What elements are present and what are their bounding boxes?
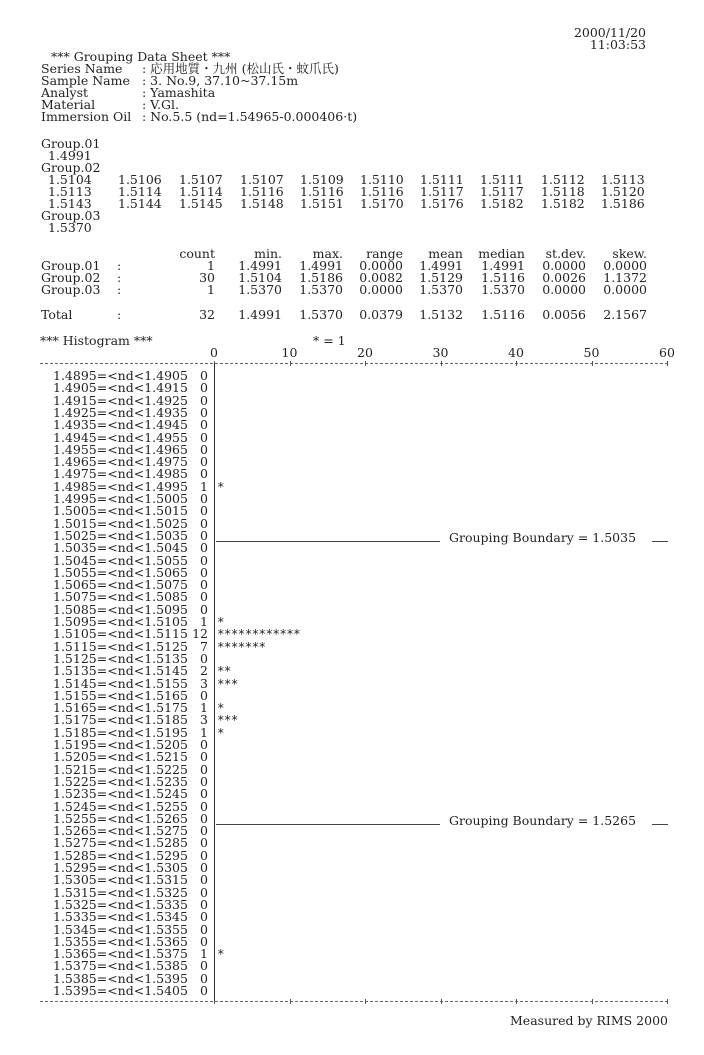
axis-tick-label: 0 [210, 345, 218, 360]
bin-bar: * [217, 946, 224, 962]
bin-count: 0 [200, 786, 208, 802]
field-label: Material [41, 97, 96, 112]
bin-count: 0 [200, 404, 208, 420]
bin-label: 1.5205=<nd<1.5215 [53, 749, 188, 765]
bin-count: 0 [200, 933, 208, 949]
axis-tick [365, 361, 366, 366]
stats-header: min. [254, 246, 282, 261]
stats-cell: 1.5370 [299, 282, 343, 297]
group-value: 1.5116 [360, 184, 404, 199]
stats-row-label: Group.01 [41, 258, 101, 273]
histogram-axis [214, 363, 215, 1001]
stats-header: skew. [612, 246, 647, 261]
field-value: : 3. No.9, 37.10~37.15m [142, 73, 299, 88]
group-value: 1.5113 [601, 172, 645, 187]
axis-tick-label: 30 [432, 345, 449, 360]
stats-cell: 0.0000 [542, 282, 586, 297]
bin-count: 3 [200, 712, 208, 728]
grouping-boundary-label: Grouping Boundary = 1.5265 [449, 812, 637, 828]
axis-tick-label: 60 [659, 345, 675, 360]
bin-label: 1.5175=<nd<1.5185 [53, 712, 188, 728]
bin-count: 0 [200, 860, 208, 875]
stats-cell: 1.5370 [419, 282, 463, 297]
group-value: 1.5117 [420, 184, 464, 199]
group-value: 1.5116 [300, 184, 344, 199]
stats-cell: 30 [199, 270, 215, 285]
group-label: Group.02 [41, 160, 101, 175]
bin-count: 0 [200, 527, 208, 543]
bin-label: 1.4975=<nd<1.4985 [53, 466, 188, 482]
bin-count: 0 [200, 761, 208, 777]
axis-tick [290, 361, 291, 366]
stats-row-sep: : [117, 282, 122, 297]
stats-cell: 0.0000 [603, 258, 647, 273]
group-value: 1.5145 [179, 196, 223, 211]
axis-tick [290, 999, 291, 1004]
stats-cell: 0.0026 [542, 270, 586, 285]
axis-tick [667, 361, 668, 366]
bin-label: 1.4995=<nd<1.5005 [53, 491, 188, 506]
group-value: 1.5176 [420, 196, 464, 211]
bin-label: 1.5055=<nd<1.5065 [53, 564, 188, 580]
field-value: : Yamashita [142, 85, 216, 100]
bin-label: 1.5255=<nd<1.5265 [53, 810, 188, 826]
bin-count: 0 [200, 884, 208, 900]
report-date: 2000/11/20 [573, 25, 646, 40]
axis-tick [592, 361, 593, 366]
bin-label: 1.5275=<nd<1.5285 [53, 835, 188, 851]
bin-label: 1.4905=<nd<1.4915 [53, 380, 188, 396]
bin-label: 1.5305=<nd<1.5315 [53, 872, 188, 888]
group-label: Group.01 [41, 136, 101, 151]
bin-label: 1.4915=<nd<1.4925 [53, 392, 188, 408]
bin-label: 1.5325=<nd<1.5335 [53, 896, 188, 912]
field-label: Immersion Oil [41, 109, 132, 124]
bin-count: 0 [200, 958, 208, 974]
bin-label: 1.5185=<nd<1.5195 [53, 724, 188, 740]
stats-row-label: Group.03 [41, 282, 101, 297]
bin-count: 0 [200, 909, 208, 925]
group-value: 1.5143 [48, 196, 92, 211]
bin-label: 1.5235=<nd<1.5245 [53, 786, 188, 802]
stats-cell: 1 [207, 258, 215, 273]
bin-label: 1.5125=<nd<1.5135 [53, 650, 188, 666]
stats-row-label: Group.02 [41, 270, 101, 285]
axis-tick [516, 999, 517, 1004]
field-value: : No.5.5 (nd=1.54965-0.000406·t) [142, 109, 358, 124]
bin-label: 1.5145=<nd<1.5155 [53, 675, 188, 691]
bin-count: 0 [200, 749, 208, 765]
stats-cell: 1.5116 [481, 307, 525, 322]
bin-count: 0 [200, 650, 208, 666]
bin-count: 0 [200, 835, 208, 851]
bin-bar: *** [217, 675, 238, 691]
bin-label: 1.5015=<nd<1.5025 [53, 515, 188, 531]
grouping-boundary-tail [652, 824, 668, 825]
histogram-scale-note: * = 1 [313, 333, 346, 348]
bin-label: 1.5075=<nd<1.5085 [53, 589, 188, 605]
bin-label: 1.5355=<nd<1.5365 [53, 933, 188, 949]
bin-count: 0 [200, 368, 208, 383]
group-value: 1.5182 [480, 196, 524, 211]
stats-header: st.dev. [545, 246, 586, 261]
group-value: 1.5370 [48, 220, 92, 235]
stats-cell: 1.5370 [299, 307, 343, 322]
stats-cell: 0.0000 [603, 282, 647, 297]
bin-label: 1.5265=<nd<1.5275 [53, 823, 188, 839]
bin-count: 0 [200, 515, 208, 531]
field-label: Analyst [41, 85, 89, 100]
bin-label: 1.5215=<nd<1.5225 [53, 761, 188, 777]
bin-label: 1.5285=<nd<1.5295 [53, 847, 188, 863]
bin-label: 1.5005=<nd<1.5015 [53, 503, 188, 519]
bin-count: 0 [200, 491, 208, 506]
bin-label: 1.5295=<nd<1.5305 [53, 860, 188, 875]
stats-cell: 1.1372 [603, 270, 647, 285]
bin-label: 1.5395=<nd<1.5405 [53, 983, 188, 998]
bin-label: 1.5245=<nd<1.5255 [53, 798, 188, 814]
stats-row-sep: : [117, 270, 122, 285]
bin-bar: * [217, 614, 224, 629]
bin-count: 0 [200, 823, 208, 839]
stats-cell: 2.1567 [603, 307, 647, 322]
group-value: 1.5170 [360, 196, 404, 211]
bin-count: 1 [200, 724, 208, 740]
group-value: 1.5107 [179, 172, 223, 187]
bin-count: 1 [200, 946, 208, 962]
bin-count: 0 [200, 687, 208, 703]
bin-count: 0 [200, 983, 208, 998]
bin-count: 0 [200, 466, 208, 482]
bin-count: 0 [200, 552, 208, 568]
bin-label: 1.5315=<nd<1.5325 [53, 884, 188, 900]
group-value: 1.4991 [48, 148, 92, 163]
stats-cell: 1.5104 [238, 270, 282, 285]
group-value: 1.5111 [420, 172, 464, 187]
bin-count: 0 [200, 872, 208, 888]
stats-header: max. [312, 246, 343, 261]
group-value: 1.5111 [480, 172, 524, 187]
bin-count: 1 [200, 614, 208, 629]
grouping-boundary-tail [652, 541, 668, 542]
bin-label: 1.5065=<nd<1.5075 [53, 577, 188, 593]
bin-count: 0 [200, 564, 208, 580]
group-value: 1.5104 [48, 172, 92, 187]
group-value: 1.5114 [179, 184, 223, 199]
bin-count: 0 [200, 454, 208, 470]
stats-cell: 0.0000 [359, 282, 403, 297]
stats-cell: 1 [207, 282, 215, 297]
bin-count: 1 [200, 478, 208, 494]
bin-label: 1.4935=<nd<1.4945 [53, 417, 188, 433]
stats-cell: 0.0082 [359, 270, 403, 285]
stats-cell: 0.0000 [359, 258, 403, 273]
axis-tick-label: 50 [583, 345, 600, 360]
bin-label: 1.5095=<nd<1.5105 [53, 614, 188, 629]
bin-label: 1.5035=<nd<1.5045 [53, 540, 188, 556]
group-value: 1.5113 [48, 184, 92, 199]
group-value: 1.5112 [541, 172, 585, 187]
group-value: 1.5106 [118, 172, 162, 187]
bin-label: 1.5345=<nd<1.5355 [53, 921, 188, 937]
axis-tick-label: 40 [508, 345, 524, 360]
group-value: 1.5182 [541, 196, 585, 211]
field-value: : 応用地質・九州 (松山氏・蚊爪氏) [142, 61, 339, 76]
group-value: 1.5144 [118, 196, 162, 211]
bin-label: 1.4965=<nd<1.4975 [53, 454, 188, 470]
bin-label: 1.5155=<nd<1.5165 [53, 687, 188, 703]
stats-cell: 0.0056 [542, 307, 586, 322]
group-value: 1.5114 [118, 184, 162, 199]
axis-tick-label: 20 [357, 345, 373, 360]
stats-cell: 1.4991 [299, 258, 343, 273]
stats-cell: 0.0000 [542, 258, 586, 273]
stats-cell: 1.4991 [419, 258, 463, 273]
bin-label: 1.5385=<nd<1.5395 [53, 970, 188, 986]
bin-label: 1.5365=<nd<1.5375 [53, 946, 188, 962]
bin-label: 1.5225=<nd<1.5235 [53, 773, 188, 789]
bin-count: 1 [200, 700, 208, 716]
axis-tick [516, 361, 517, 366]
grouping-boundary-line [216, 824, 440, 825]
bin-label: 1.5105=<nd<1.5115 [53, 626, 188, 642]
axis-tick [592, 999, 593, 1004]
stats-cell: 0.0379 [359, 307, 403, 322]
sheet-title: *** Grouping Data Sheet *** [51, 49, 231, 64]
histogram-title: *** Histogram *** [40, 333, 153, 348]
bin-bar: ************ [217, 626, 301, 642]
stats-row-label: Total [41, 307, 73, 322]
report-time: 11:03:53 [589, 37, 646, 52]
bin-label: 1.4895=<nd<1.4905 [53, 368, 188, 383]
bin-count: 0 [200, 737, 208, 752]
axis-tick [365, 999, 366, 1004]
bin-bar: ** [217, 663, 231, 679]
bin-count: 0 [200, 773, 208, 789]
group-value: 1.5117 [480, 184, 524, 199]
bin-label: 1.5115=<nd<1.5125 [53, 638, 188, 654]
bin-bar: *** [217, 712, 238, 728]
stats-cell: 1.4991 [238, 307, 282, 322]
bin-label: 1.4945=<nd<1.4955 [53, 429, 188, 445]
group-value: 1.5151 [300, 196, 344, 211]
histogram-bottom-border [40, 1001, 668, 1002]
stats-header: median [478, 246, 525, 261]
stats-row-sep: : [117, 258, 122, 273]
stats-cell: 1.5129 [419, 270, 463, 285]
axis-tick-label: 10 [281, 345, 298, 360]
stats-cell: 1.5370 [481, 282, 525, 297]
bin-label: 1.5045=<nd<1.5055 [53, 552, 188, 568]
stats-header: range [366, 246, 403, 261]
bin-count: 0 [200, 429, 208, 445]
bin-count: 0 [200, 503, 208, 519]
group-value: 1.5107 [240, 172, 284, 187]
group-value: 1.5110 [360, 172, 404, 187]
field-label: Series Name [41, 61, 123, 76]
stats-row-sep: : [117, 307, 122, 322]
bin-count: 0 [200, 847, 208, 863]
stats-header: mean [428, 246, 463, 261]
bin-label: 1.5165=<nd<1.5175 [53, 700, 188, 716]
bin-bar: ******* [217, 638, 266, 654]
group-value: 1.5118 [541, 184, 585, 199]
grouping-boundary-line [216, 541, 440, 542]
stats-header: count [179, 246, 215, 261]
stats-cell: 1.5132 [419, 307, 463, 322]
group-value: 1.5186 [601, 196, 645, 211]
bin-label: 1.5135=<nd<1.5145 [53, 663, 188, 679]
bin-label: 1.5375=<nd<1.5385 [53, 958, 188, 974]
group-value: 1.5109 [300, 172, 344, 187]
bin-count: 0 [200, 577, 208, 593]
bin-count: 0 [200, 810, 208, 826]
stats-cell: 1.4991 [481, 258, 525, 273]
group-label: Group.03 [41, 208, 101, 223]
bin-count: 0 [200, 441, 208, 457]
bin-count: 0 [200, 896, 208, 912]
bin-label: 1.5085=<nd<1.5095 [53, 601, 188, 617]
axis-tick [667, 999, 668, 1004]
histogram-top-border [40, 363, 668, 364]
bin-bar: * [217, 700, 224, 716]
footer-note: Measured by RIMS 2000 [510, 1013, 668, 1028]
bin-label: 1.5195=<nd<1.5205 [53, 737, 188, 752]
bin-count: 7 [200, 638, 208, 654]
bin-label: 1.5025=<nd<1.5035 [53, 527, 188, 543]
bin-count: 0 [200, 380, 208, 396]
bin-count: 0 [200, 589, 208, 605]
axis-tick [441, 361, 442, 366]
stats-cell: 1.5370 [238, 282, 282, 297]
bin-label: 1.4925=<nd<1.4935 [53, 404, 188, 420]
bin-count: 3 [200, 675, 208, 691]
bin-bar: * [217, 478, 224, 494]
bin-bar: * [217, 724, 224, 740]
field-value: : V.Gl. [142, 97, 179, 112]
bin-label: 1.5335=<nd<1.5345 [53, 909, 188, 925]
bin-count: 0 [200, 601, 208, 617]
stats-cell: 1.4991 [238, 258, 282, 273]
bin-count: 0 [200, 970, 208, 986]
bin-label: 1.4955=<nd<1.4965 [53, 441, 188, 457]
bin-count: 2 [200, 663, 208, 679]
group-value: 1.5148 [240, 196, 284, 211]
grouping-boundary-label: Grouping Boundary = 1.5035 [449, 529, 637, 545]
bin-count: 12 [192, 626, 208, 642]
stats-cell: 1.5186 [299, 270, 343, 285]
stats-cell: 1.5116 [481, 270, 525, 285]
stats-cell: 32 [199, 307, 215, 322]
bin-label: 1.4985=<nd<1.4995 [53, 478, 188, 494]
bin-count: 0 [200, 921, 208, 937]
bin-count: 0 [200, 540, 208, 556]
bin-count: 0 [200, 417, 208, 433]
group-value: 1.5120 [601, 184, 645, 199]
axis-tick [441, 999, 442, 1004]
field-label: Sample Name [41, 73, 130, 88]
bin-count: 0 [200, 798, 208, 814]
bin-count: 0 [200, 392, 208, 408]
group-value: 1.5116 [240, 184, 284, 199]
